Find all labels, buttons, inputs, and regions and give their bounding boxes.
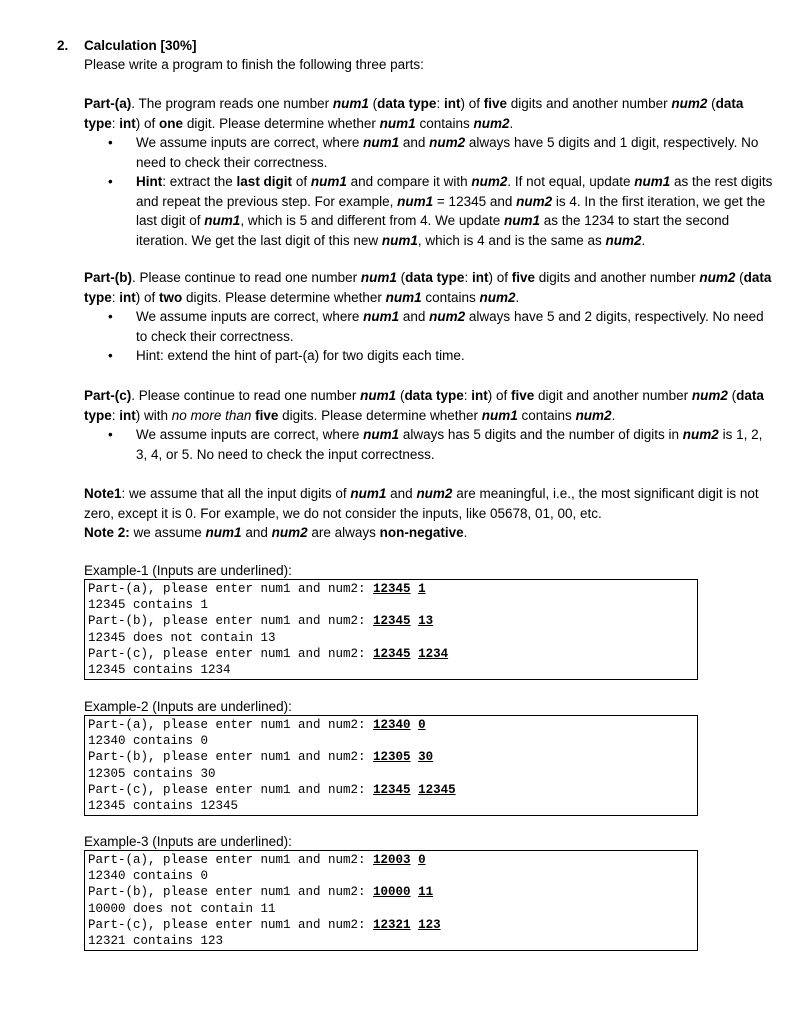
text-run: one: [159, 115, 184, 131]
bullet-item: • We assume inputs are correct, where num1 always has 5 digits and the number of digits in num2 is 1, 2, 3, 4, or 5. No need to check the input correctness.: [84, 425, 776, 464]
console-input-value: 12340: [373, 718, 411, 732]
section-number: 2.: [57, 38, 69, 53]
console-input-value: 12345: [373, 782, 411, 797]
console-output-line: 12345 contains 12345: [88, 798, 239, 813]
bullet-item: • We assume inputs are correct, where num1 and num2 always have 5 and 2 digits, respectively. No need to check their correctness.: [84, 307, 776, 346]
text-run: num1: [350, 486, 387, 501]
text-run: num2: [575, 407, 612, 423]
text-run: num1: [360, 388, 397, 403]
text-run: num2: [271, 525, 308, 540]
example-1-label: Example-1 (Inputs are underlined):: [84, 563, 292, 578]
section-heading: [57, 38, 197, 53]
example-1-console: [84, 579, 698, 680]
text-run: int: [119, 115, 136, 131]
console-output-line: 12321 contains 123: [88, 933, 224, 948]
text-run: num2: [429, 135, 466, 150]
console-input-value: 0: [418, 718, 426, 732]
text-run: num1: [363, 135, 400, 150]
text-run: num2: [479, 289, 516, 305]
part-b-label: Part-(b): [84, 270, 132, 285]
note-1: Note1: we assume that all the input digits of num1 and num2 are meaningful, i.e., the most significant digit is not zero, except it is 0. For example, we do not consider the inputs, like 05678, 01, 00, etc.: [84, 486, 759, 521]
text-run: Note 2:: [84, 525, 130, 540]
example-3-label: Example-3 (Inputs are underlined):: [84, 834, 292, 849]
part-b-bullets: [84, 307, 776, 366]
console-output-line: 10000 does not contain 11: [88, 901, 276, 916]
text-run: data type: [404, 388, 464, 403]
console-input-value: 1234: [418, 646, 449, 661]
console-input-value: 12345: [373, 582, 411, 596]
text-run: int: [119, 407, 136, 423]
console-prompt-line: Part-(b), please enter num1 and num2: 10000 11: [88, 885, 434, 900]
console-input-value: 10000: [373, 885, 411, 900]
text-run: no more than: [171, 407, 252, 423]
bullet-item: • Hint: extract the last digit of num1 and compare it with num2. If not equal, update num1 as the rest digits and repeat the previous step. For example, num1 = 12345 and num2 is 4. In the first iteration, we get the last digit of num1, which is 5 and different from 4. We update num1 as the 1234 to start the second iteration. We get the last digit of this new num1, which is 4 and is the same as num2.: [84, 172, 776, 250]
console-input-value: 11: [418, 885, 434, 900]
console-input-value: 1: [418, 582, 426, 596]
console-input-value: 13: [418, 614, 434, 629]
text-run: num1: [385, 289, 422, 305]
text-run: int: [471, 388, 488, 403]
note-2: Note 2: we assume num1 and num2 are always non-negative.: [84, 525, 468, 540]
console-prompt-line: Part-(b), please enter num1 and num2: 12345 13: [88, 614, 434, 629]
text-run: data type: [84, 96, 744, 131]
console-input-value: 0: [418, 853, 426, 867]
console-input-value: 12321: [373, 917, 411, 932]
text-run: data type: [84, 270, 772, 305]
text-run: num2: [605, 232, 642, 248]
console-input-value: 12345: [373, 614, 411, 629]
text-run: num2: [691, 388, 728, 403]
text-run: num1: [363, 427, 400, 442]
console-output-line: 12340 contains 0: [88, 734, 209, 749]
bullet-item: • We assume inputs are correct, where num1 and num2 always have 5 digits and 1 digit, respectively. No need to check their correctness.: [84, 133, 776, 172]
text-run: num1: [332, 96, 369, 111]
part-c-label: Part-(c): [84, 388, 132, 403]
text-run: two: [159, 289, 183, 305]
console-prompt-line: Part-(b), please enter num1 and num2: 12305 30: [88, 750, 434, 765]
console-input-value: 12003: [373, 853, 411, 867]
console-prompt-line: Part-(c), please enter num1 and num2: 12345 1234: [88, 646, 449, 661]
notes: [84, 484, 776, 543]
text-run: num2: [429, 309, 466, 324]
text-run: int: [119, 289, 136, 305]
text-run: num2: [473, 115, 510, 131]
part-a-bullets: [84, 133, 776, 250]
text-run: num2: [516, 193, 553, 209]
text-run: last digit: [236, 174, 293, 189]
part-a-description: Part-(a). The program reads one number num1 (data type: int) of five digits and another number num2 (data type: int) of one digit. Please determine whether num1 contains num2.: [84, 96, 744, 131]
text-run: num1: [310, 174, 347, 189]
text-run: five: [255, 407, 279, 423]
console-output-line: 12340 contains 0: [88, 869, 209, 884]
text-run: Hint: [136, 174, 163, 189]
text-run: num2: [671, 96, 708, 111]
text-run: five: [483, 96, 507, 111]
text-run: num1: [634, 174, 671, 189]
text-run: num1: [360, 270, 397, 285]
console-prompt-line: Part-(c), please enter num1 and num2: 12321 123: [88, 917, 441, 932]
text-run: int: [443, 96, 461, 111]
part-b: [84, 268, 776, 366]
console-output-line: 12345 does not contain 13: [88, 630, 276, 645]
part-a-label: Part-(a): [84, 96, 132, 111]
console-input-value: 30: [418, 750, 434, 765]
example-3-console: [84, 850, 698, 951]
text-run: int: [471, 270, 489, 285]
part-c-bullets: [84, 425, 776, 464]
part-a: [84, 94, 776, 250]
text-run: num1: [379, 115, 416, 131]
console-input-value: 123: [418, 917, 441, 932]
text-run: num2: [682, 427, 719, 442]
text-run: num1: [363, 309, 400, 324]
text-run: num1: [204, 213, 241, 228]
text-run: num1: [397, 193, 434, 209]
part-c-description: Part-(c). Please continue to read one number num1 (data type: int) of five digit and another number num2 (data type: int) with no more than five digits. Please determine whether num1 contains num2.: [84, 388, 764, 423]
text-run: num2: [416, 486, 453, 501]
example-2-console: [84, 715, 698, 816]
console-output-line: 12345 contains 1234: [88, 662, 231, 677]
bullet-item: • Hint: extend the hint of part-(a) for two digits each time.: [84, 346, 776, 366]
console-prompt-line: Part-(a), please enter num1 and num2: 12345 1: [88, 582, 426, 596]
section-title: Calculation [30%]: [84, 38, 197, 53]
example-2-label: Example-2 (Inputs are underlined):: [84, 699, 292, 714]
console-input-value: 12305: [373, 750, 411, 765]
text-run: five: [511, 388, 535, 403]
text-run: five: [511, 270, 535, 285]
console-prompt-line: Part-(a), please enter num1 and num2: 12340 0: [88, 718, 426, 732]
text-run: num1: [205, 525, 242, 540]
console-prompt-line: Part-(c), please enter num1 and num2: 12345 12345: [88, 782, 456, 797]
text-run: num1: [503, 213, 540, 228]
console-prompt-line: Part-(a), please enter num1 and num2: 12003 0: [88, 853, 426, 867]
console-input-value: 12345: [418, 782, 456, 797]
text-run: Note1: [84, 486, 122, 501]
text-run: num2: [471, 174, 508, 189]
console-output-line: 12305 contains 30: [88, 766, 216, 781]
console-output-line: 12345 contains 1: [88, 598, 209, 613]
text-run: num2: [699, 270, 736, 285]
console-input-value: 12345: [373, 646, 411, 661]
part-c: [84, 386, 776, 464]
text-run: data type: [377, 96, 437, 111]
part-b-description: Part-(b). Please continue to read one number num1 (data type: int) of five digits and another number num2 (data type: int) of two digits. Please determine whether num1 contains num2.: [84, 270, 772, 305]
text-run: num1: [381, 232, 418, 248]
text-run: data type: [405, 270, 465, 285]
intro-text: Please write a program to finish the following three parts:: [84, 57, 424, 72]
text-run: num1: [481, 407, 518, 423]
text-run: non-negative: [379, 525, 464, 540]
text-run: data type: [84, 388, 764, 423]
